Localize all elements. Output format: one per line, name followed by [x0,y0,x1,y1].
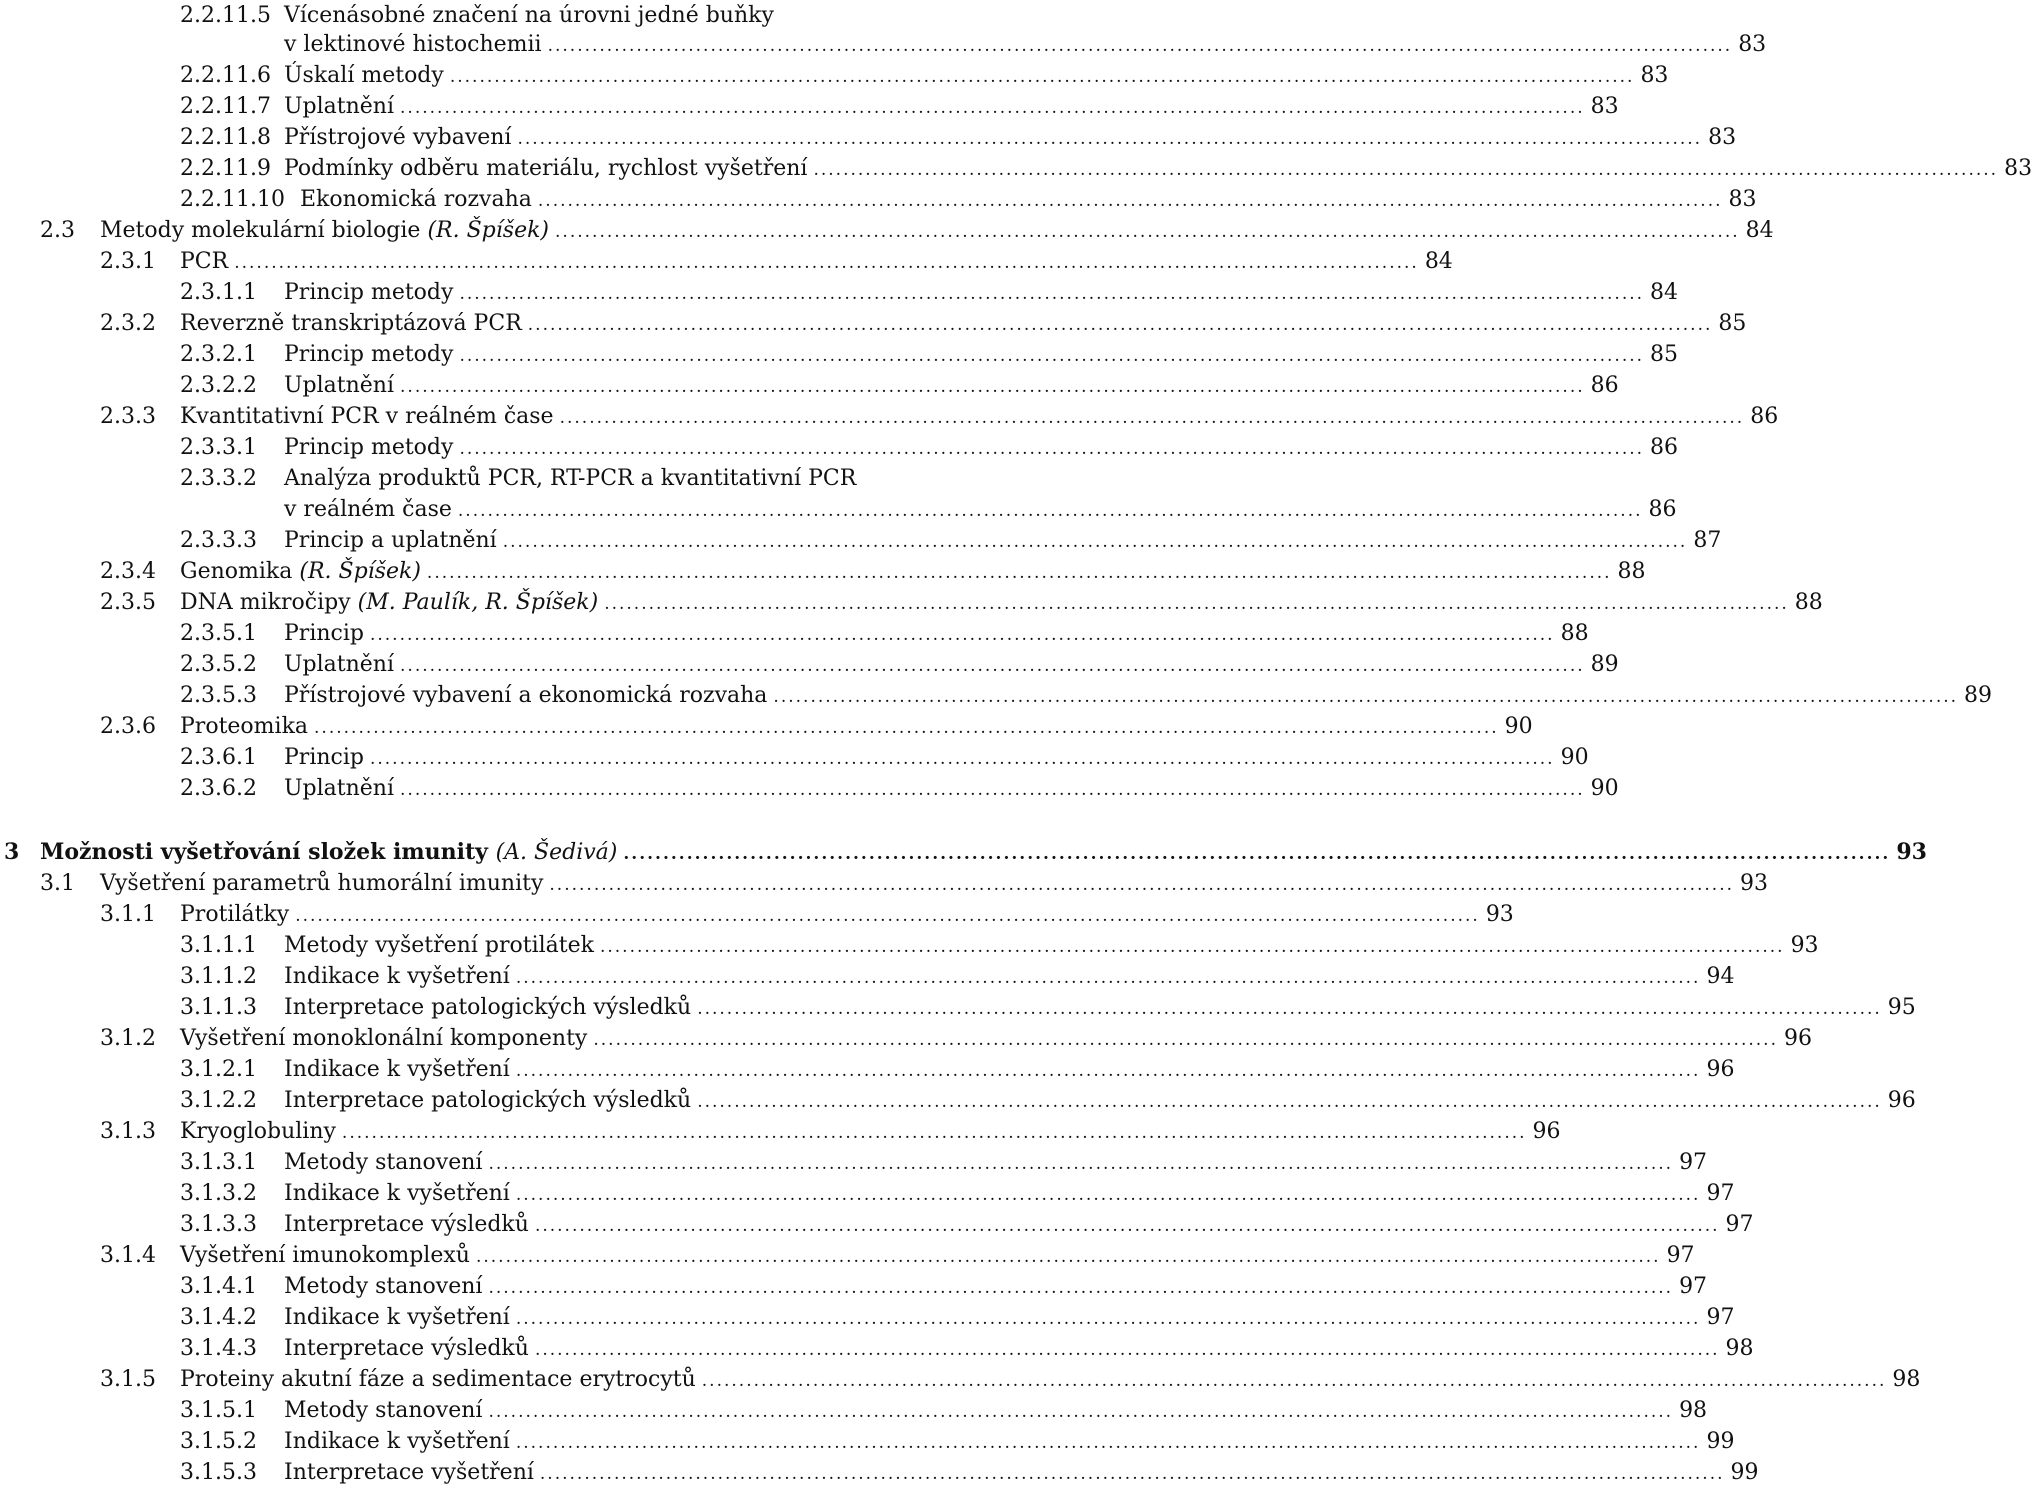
toc-entry-number: 2.3.6.2 [180,776,257,801]
toc-entry-number: 3.1.4.2 [180,1305,257,1330]
toc-entry [0,1333,1754,1364]
dot-leader: ................................................................................................................................................................ [314,718,1499,738]
toc-entry-number: 2.3.3 [100,404,156,429]
dot-leader: ................................................................................................................................................................ [534,1216,1720,1236]
toc-entry-title: Metody molekulární biologie [100,218,428,243]
toc-entry-page: 98 [1679,1398,1708,1423]
toc-entry [0,277,1679,308]
toc-entry-number: 3.1.3 [100,1119,156,1144]
toc-entry-number: 3.1.5.1 [180,1398,257,1423]
toc-entry [0,1457,1759,1488]
toc-entry-page: 85 [1718,311,1747,336]
toc-entry [0,184,1757,215]
dot-leader: ................................................................................................................................................................ [515,968,1701,988]
dot-leader: ................................................................................................................................................................ [502,532,1688,552]
dot-leader: ................................................................................................................................................................ [697,999,1882,1019]
toc-entry-title: v reálném čase [284,497,452,522]
toc-entry-page: 83 [1590,94,1619,119]
toc-entry [0,370,1619,401]
toc-entry [0,122,1737,153]
toc-entry-title: Uplatnění [284,373,395,398]
dot-leader: ................................................................................................................................................................ [813,160,1999,180]
dot-leader: ................................................................................................................................................................ [488,1278,1674,1298]
toc-entry [0,215,1774,246]
toc-entry [0,1426,1735,1457]
dot-leader: ................................................................................................................................................................ [539,1464,1725,1484]
toc-entry-number: 3.1.4.3 [180,1336,257,1361]
toc-entry-title: v lektinové histochemii [284,32,542,57]
toc-entry-page: 93 [1485,902,1514,927]
toc-entry-page: 97 [1706,1305,1735,1330]
dot-leader: ................................................................................................................................................................ [599,937,1785,957]
toc-entry-number: 2.3.5.3 [180,683,257,708]
toc-entry-page: 93 [1740,871,1769,896]
toc-entry [0,773,1619,804]
dot-leader: ................................................................................................................................................................ [549,875,1735,895]
toc-entry [0,525,1722,556]
toc-entry-title: Interpretace vyšetření [284,1460,534,1485]
toc-entry [0,1395,1708,1426]
dot-leader: ................................................................................................................................................................ [475,1247,1661,1267]
dot-leader: ................................................................................................................................................................ [623,844,1891,864]
toc-entry-page: 97 [1666,1243,1695,1268]
toc-entry [0,246,1453,277]
toc-entry-page: 86 [1650,435,1679,460]
toc-entry-number: 2.3.1.1 [180,280,257,305]
toc-entry-title: Metody stanovení [284,1150,483,1175]
toc-entry-title: Kryoglobuliny [180,1119,336,1144]
toc-entry-number: 2.2.11.5 [180,3,271,28]
dot-leader: ................................................................................................................................................................ [773,687,1959,707]
toc-entry-title: Kvantitativní PCR v reálném čase [180,404,554,429]
dot-leader: ................................................................................................................................................................ [426,563,1612,583]
toc-entry-page: 88 [1560,621,1589,646]
toc-entry-number: 2.3.2 [100,311,156,336]
toc-entry-number: 2.3.4 [100,559,156,584]
toc-entry-title: Princip [284,621,364,646]
toc-entry [0,1364,1921,1395]
toc-entry [0,1054,1735,1085]
dot-leader: ................................................................................................................................................................ [593,1030,1778,1050]
toc-entry-number: 3.1.3.3 [180,1212,257,1237]
toc-entry-number: 3.1.5.2 [180,1429,257,1454]
toc-entry-title: Indikace k vyšetření [284,964,510,989]
dot-leader: ................................................................................................................................................................ [341,1123,1527,1143]
toc-entry-number: 3.1.2 [100,1026,156,1051]
dot-leader: ................................................................................................................................................................ [555,222,1740,242]
dot-leader: ................................................................................................................................................................ [234,253,1419,273]
toc-entry [0,1209,1754,1240]
toc-entry-title: Indikace k vyšetření [284,1305,510,1330]
dot-leader: ................................................................................................................................................................ [449,67,1635,87]
dot-leader: ................................................................................................................................................................ [459,284,1645,304]
toc-entry [0,618,1589,649]
toc-entry [0,1147,1708,1178]
toc-entry-number: 3.1.1.1 [180,933,257,958]
toc-entry-title: Analýza produktů PCR, RT-PCR a kvantitativní PCR [284,466,857,491]
toc-entry-number: 3.1.4 [100,1243,156,1268]
dot-leader: ................................................................................................................................................................ [515,1185,1701,1205]
toc-entry-number: 2.3.2.1 [180,342,257,367]
toc-entry-page: 88 [1617,559,1646,584]
toc-entry [0,899,1514,930]
toc-entry-title: Indikace k vyšetření [284,1057,510,1082]
dot-leader: ................................................................................................................................................................ [488,1154,1674,1174]
toc-entry [0,711,1533,742]
toc-entry-number: 2.3.2.2 [180,373,257,398]
toc-entry-number: 2.3.1 [100,249,156,274]
dot-leader: ................................................................................................................................................................ [534,1340,1720,1360]
toc-entry-author: (M. Paulík, R. Špíšek) [357,590,599,615]
toc-entry [0,556,1646,587]
toc-entry [0,1240,1695,1271]
toc-entry-number: 2.3.3.3 [180,528,257,553]
toc-entry-number: 3.1.3.2 [180,1181,257,1206]
toc-entry-title: Princip metody [284,435,454,460]
toc-entry [0,432,1679,463]
toc-entry-title: Vícenásobné značení na úrovni jedné buňky [284,3,774,28]
toc-entry-title: Princip a uplatnění [284,528,497,553]
toc-entry-number: 3.1.2.1 [180,1057,257,1082]
toc-entry [0,868,1769,899]
toc-entry-title: Proteomika [180,714,309,739]
toc-entry [0,463,960,494]
toc-entry-page: 83 [1738,32,1767,57]
toc-entry-number: 3.1.1.2 [180,964,257,989]
toc-entry-number: 2.3 [40,218,75,243]
toc-entry-number: 3.1 [40,871,75,896]
toc-entry-page: 83 [1728,187,1757,212]
toc-entry-number: 2.2.11.10 [180,187,285,212]
dot-leader: ................................................................................................................................................................ [537,191,1723,211]
toc-entry-title: Přístrojové vybavení [284,125,512,150]
toc-entry [0,494,1677,525]
dot-leader: ................................................................................................................................................................ [515,1309,1701,1329]
dot-leader: ................................................................................................................................................................ [515,1433,1701,1453]
toc-entry-page: 87 [1693,528,1722,553]
dot-leader: ................................................................................................................................................................ [488,1402,1674,1422]
dot-leader: ................................................................................................................................................................ [369,749,1555,769]
toc-entry-title: Uplatnění [284,94,395,119]
toc-entry-page: 94 [1706,964,1735,989]
toc-entry-title: DNA mikročipy [180,590,358,615]
toc-entry [0,401,1779,432]
dot-leader: ................................................................................................................................................................ [515,1061,1701,1081]
toc-entry-title: Interpretace výsledků [284,1336,529,1361]
dot-leader: ................................................................................................................................................................ [604,594,1789,614]
toc-entry-page: 86 [1648,497,1677,522]
dot-leader: ................................................................................................................................................................ [517,129,1703,149]
toc-entry-page: 90 [1590,776,1619,801]
toc-entry-title: Metody stanovení [284,1274,483,1299]
toc-entry-page: 84 [1745,218,1774,243]
toc-chapter-entry [0,837,1927,868]
toc-entry-page: 90 [1560,745,1589,770]
toc-entry-number: 2.3.3.2 [180,466,257,491]
toc-entry-page: 83 [1708,125,1737,150]
toc-entry-title: Proteiny akutní fáze a sedimentace erytrocytů [180,1367,696,1392]
toc-entry-page: 96 [1887,1088,1916,1113]
toc-entry-page: 93 [1790,933,1819,958]
toc-entry-title: Princip [284,745,364,770]
toc-entry-number: 2.2.11.8 [180,125,271,150]
toc-entry-page: 83 [1640,63,1669,88]
dot-leader: ................................................................................................................................................................ [400,98,1585,118]
toc-entry-title: Vyšetření parametrů humorální imunity [100,871,544,896]
toc-entry-page: 95 [1887,995,1916,1020]
toc-entry-title: Indikace k vyšetření [284,1429,510,1454]
toc-entry-page: 86 [1590,373,1619,398]
toc-entry-number: 2.3.6.1 [180,745,257,770]
toc-entry [0,992,1916,1023]
toc-entry-page: 99 [1706,1429,1735,1454]
toc-entry-title: Vyšetření imunokomplexů [180,1243,470,1268]
toc-entry [0,587,1823,618]
toc-entry-number: 3.1.1 [100,902,156,927]
dot-leader: ................................................................................................................................................................ [369,625,1555,645]
dot-leader: ................................................................................................................................................................ [400,780,1585,800]
toc-entry-page: 98 [1725,1336,1754,1361]
toc-entry-title: PCR [180,249,229,274]
toc-entry-page: 84 [1424,249,1453,274]
toc-entry-page: 93 [1896,839,1927,865]
toc-entry-title: Ekonomická rozvaha [300,187,532,212]
toc-entry-number: 3 [4,839,20,865]
toc-entry-number: 3.1.2.2 [180,1088,257,1113]
toc-entry-number: 3.1.1.3 [180,995,257,1020]
toc-entry [0,29,1767,60]
toc-entry-page: 86 [1750,404,1779,429]
toc-entry-title: Interpretace patologických výsledků [284,1088,692,1113]
dot-leader: ................................................................................................................................................................ [459,439,1645,459]
toc-entry-title: Interpretace patologických výsledků [284,995,692,1020]
toc-entry-title: Reverzně transkriptázová PCR [180,311,522,336]
toc-entry [0,308,1747,339]
toc-entry-page: 89 [1964,683,1993,708]
toc-entry-title: Princip metody [284,342,454,367]
toc-entry [0,1023,1812,1054]
toc-entry-title: Uplatnění [284,776,395,801]
toc-entry-page: 97 [1706,1181,1735,1206]
toc-entry-page: 85 [1650,342,1679,367]
toc-entry-number: 2.3.5 [100,590,156,615]
toc-entry-page: 89 [1590,652,1619,677]
toc-entry-title: Interpretace výsledků [284,1212,529,1237]
toc-entry [0,742,1589,773]
toc-entry-page: 97 [1679,1274,1708,1299]
toc-entry [0,91,1619,122]
toc-entry [0,60,1669,91]
toc-entry-number: 2.2.11.7 [180,94,271,119]
dot-leader: ................................................................................................................................................................ [527,315,1713,335]
toc-entry-page: 84 [1650,280,1679,305]
toc-entry [0,649,1619,680]
toc-entry-number: 2.2.11.6 [180,63,271,88]
toc-entry [0,930,1819,961]
toc-entry [0,1085,1916,1116]
toc-entry [0,961,1735,992]
toc-entry-page: 98 [1892,1367,1921,1392]
dot-leader: ................................................................................................................................................................ [547,36,1733,56]
dot-leader: ................................................................................................................................................................ [400,656,1585,676]
toc-entry-page: 97 [1679,1150,1708,1175]
toc-entry-author: (R. Špíšek) [427,218,550,243]
toc-entry-page: 96 [1532,1119,1561,1144]
toc-entry-title: Uplatnění [284,652,395,677]
toc-entry-title: Přístrojové vybavení a ekonomická rozvaha [284,683,768,708]
toc-entry-title: Indikace k vyšetření [284,1181,510,1206]
toc-entry-page: 83 [2004,156,2033,181]
toc-entry-number: 2.3.3.1 [180,435,257,460]
toc-entry-page: 90 [1504,714,1533,739]
toc-entry-author: (R. Špíšek) [299,559,421,584]
dot-leader: ................................................................................................................................................................ [459,346,1645,366]
toc-entry-title: Úskalí metody [284,63,444,88]
toc-entry [0,0,960,31]
dot-leader: ................................................................................................................................................................ [457,501,1643,521]
toc-entry-title: Metody stanovení [284,1398,483,1423]
toc-entry-title: Vyšetření monoklonální komponenty [180,1026,588,1051]
dot-leader: ................................................................................................................................................................ [701,1371,1887,1391]
toc-entry [0,1116,1561,1147]
toc-entry-number: 2.3.5.1 [180,621,257,646]
toc-entry-title: Metody vyšetření protilátek [284,933,594,958]
toc-entry-title: Možnosti vyšetřování složek imunity [40,839,496,865]
toc-entry-number: 2.3.6 [100,714,156,739]
toc-entry-number: 3.1.3.1 [180,1150,257,1175]
toc-entry [0,153,2033,184]
toc-entry-number: 3.1.4.1 [180,1274,257,1299]
toc-entry-title: Podmínky odběru materiálu, rychlost vyšetření [284,156,808,181]
toc-entry [0,680,1993,711]
toc-entry-number: 2.2.11.9 [180,156,271,181]
toc-entry-page: 96 [1706,1057,1735,1082]
dot-leader: ................................................................................................................................................................ [400,377,1585,397]
toc-entry-page: 96 [1783,1026,1812,1051]
toc-entry [0,339,1679,370]
dot-leader: ................................................................................................................................................................ [559,408,1745,428]
toc-entry-page: 88 [1794,590,1823,615]
toc-entry-number: 3.1.5.3 [180,1460,257,1485]
toc-entry-number: 3.1.5 [100,1367,156,1392]
toc-entry [0,1302,1735,1333]
dot-leader: ................................................................................................................................................................ [295,906,1480,926]
toc-entry-number: 2.3.5.2 [180,652,257,677]
dot-leader: ................................................................................................................................................................ [697,1092,1882,1112]
toc-entry-author: (A. Šedivá) [495,840,618,865]
toc-entry-title: Princip metody [284,280,454,305]
toc-entry [0,1271,1708,1302]
toc-entry [0,1178,1735,1209]
toc-entry-title: Protilátky [180,902,290,927]
toc-entry-title: Genomika [180,559,300,584]
toc-entry-page: 97 [1725,1212,1754,1237]
toc-entry-page: 99 [1730,1460,1759,1485]
